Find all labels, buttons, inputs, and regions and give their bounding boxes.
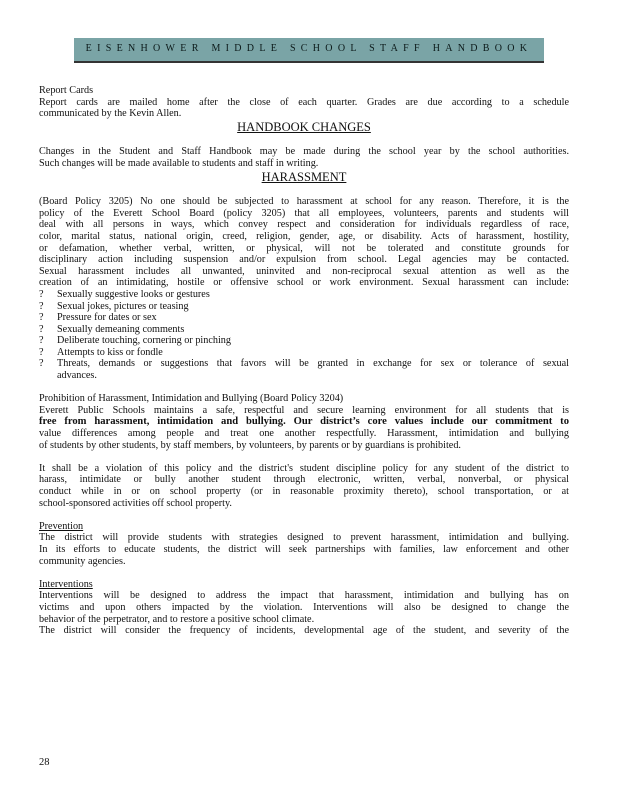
bullet-mark: ? [39, 358, 44, 370]
bullet-item: ? Sexually suggestive looks or gestures [39, 288, 210, 300]
interventions-line: The district will consider the frequency of incidents, developmental age of the student, and severity of the [39, 625, 569, 637]
interventions-line: victims and upon others impacted by the violation. Interventions will also be designed to change the [39, 601, 569, 613]
header-band [74, 38, 544, 63]
bullet-mark: ? [39, 300, 44, 312]
prohibition-line: value differences among people and treat one another respectfully. Harassment, intimidation and bullying [39, 428, 569, 440]
harassment-line: Sexual harassment includes all unwanted, uninvited and non-reciprocal sexual attention as well as the [39, 265, 569, 277]
bullet-item: ? Sexual jokes, pictures or teasing [39, 300, 189, 312]
bullet-item: ? Pressure for dates or sex [39, 312, 157, 324]
violation-line: It shall be a violation of this policy and the district's student discipline policy for any student of the district to [39, 462, 569, 474]
bullet-item: ? Threats, demands or suggestions that favors will be granted in exchange for sex or tolerance of sexual advances. [39, 358, 569, 382]
handbook-changes-heading: HANDBOOK CHANGES [237, 119, 371, 134]
page-number: 28 [39, 757, 50, 768]
bullet-item: ? Sexually demeaning comments [39, 323, 185, 335]
violation-line: school-sponsored activities off school property. [39, 497, 232, 509]
handbook-title: EISENHOWER MIDDLE SCHOOL STAFF HANDBOOK [85, 43, 533, 54]
report-cards-heading: Report Cards [39, 85, 94, 96]
violation-line: conduct while in or on school property (or in reasonable proximity thereto), school transportation, or at [39, 486, 569, 497]
harassment-line: deal with all persons in ways, which convey respect and consideration for individuals regardless of race, [39, 219, 569, 231]
report-cards-line: communicated by the Kevin Allen. [39, 108, 182, 120]
prevention-line: community agencies. [39, 555, 126, 567]
handbook-changes-line: Changes in the Student and Staff Handbook may be made during the school year by the school authorities. [39, 146, 569, 158]
interventions-heading: Interventions [39, 578, 93, 590]
harassment-line: disciplinary action including suspension and/or expulsion from school. Legal agencies may be contacted. [39, 254, 569, 266]
bullet-mark: ? [39, 335, 44, 347]
interventions-line: Interventions will be designed to address the impact that harassment, intimidation and bullying has on [39, 590, 569, 602]
interventions-line: behavior of the perpetrator, and to restore a positive school climate. [39, 613, 315, 625]
page-content [39, 85, 569, 637]
handbook-changes-line: Such changes will be made available to students and staff in writing. [39, 157, 319, 169]
harassment-line: color, marital status, national origin, creed, religion, gender, age, or disability. Acts of harassment, hostility, [39, 230, 569, 242]
prohibition-line: Everett Public Schools maintains a safe, respectful and secure learning environment for all students that is [39, 404, 569, 416]
harassment-line: (Board Policy 3205) No one should be subjected to harassment at school for any reason. Therefore, it is the [39, 196, 569, 208]
bullet-mark: ? [39, 346, 44, 358]
bullet-item: ? Deliberate touching, cornering or pinching [39, 335, 231, 347]
bullet-mark: ? [39, 288, 44, 300]
harassment-line: or defamation, whether verbal, written, or physical, will not be tolerated and constitute grounds for [39, 242, 569, 254]
prevention-line: In its efforts to educate students, the district will seek partnerships with families, law enforcement and other [39, 543, 569, 555]
prohibition-line: of students by other students, by staff members, by volunteers, by parents or by guardians is prohibited. [39, 439, 461, 451]
harassment-line: policy of the Everett School Board (policy 3205) that all employees, volunteers, parents and students will [39, 207, 569, 219]
violation-line: harass, intimidate or bully another student through electronic, written, verbal, nonverbal, or physical [39, 474, 569, 486]
prevention-heading: Prevention [39, 520, 84, 532]
bullet-mark: ? [39, 312, 44, 324]
prevention-line: The district will provide students with strategies designed to prevent harassment, intimidation and bullying. [39, 532, 569, 544]
bullet-mark: ? [39, 323, 44, 335]
harassment-line: creation of an intimidating, hostile or offensive school or work environment. Sexual harassment can include: [39, 277, 569, 289]
harassment-heading: HARASSMENT [261, 169, 347, 184]
prohibition-heading: Prohibition of Harassment, Intimidation and Bullying (Board Policy 3204) [39, 393, 344, 405]
bullet-item: ? Attempts to kiss or fondle [39, 346, 163, 358]
prohibition-line: free from harassment, intimidation and bullying. Our district’s core values include our commitment to [39, 416, 569, 428]
report-cards-line: Report cards are mailed home after the close of each quarter. Grades are due according to a schedule [39, 96, 569, 108]
